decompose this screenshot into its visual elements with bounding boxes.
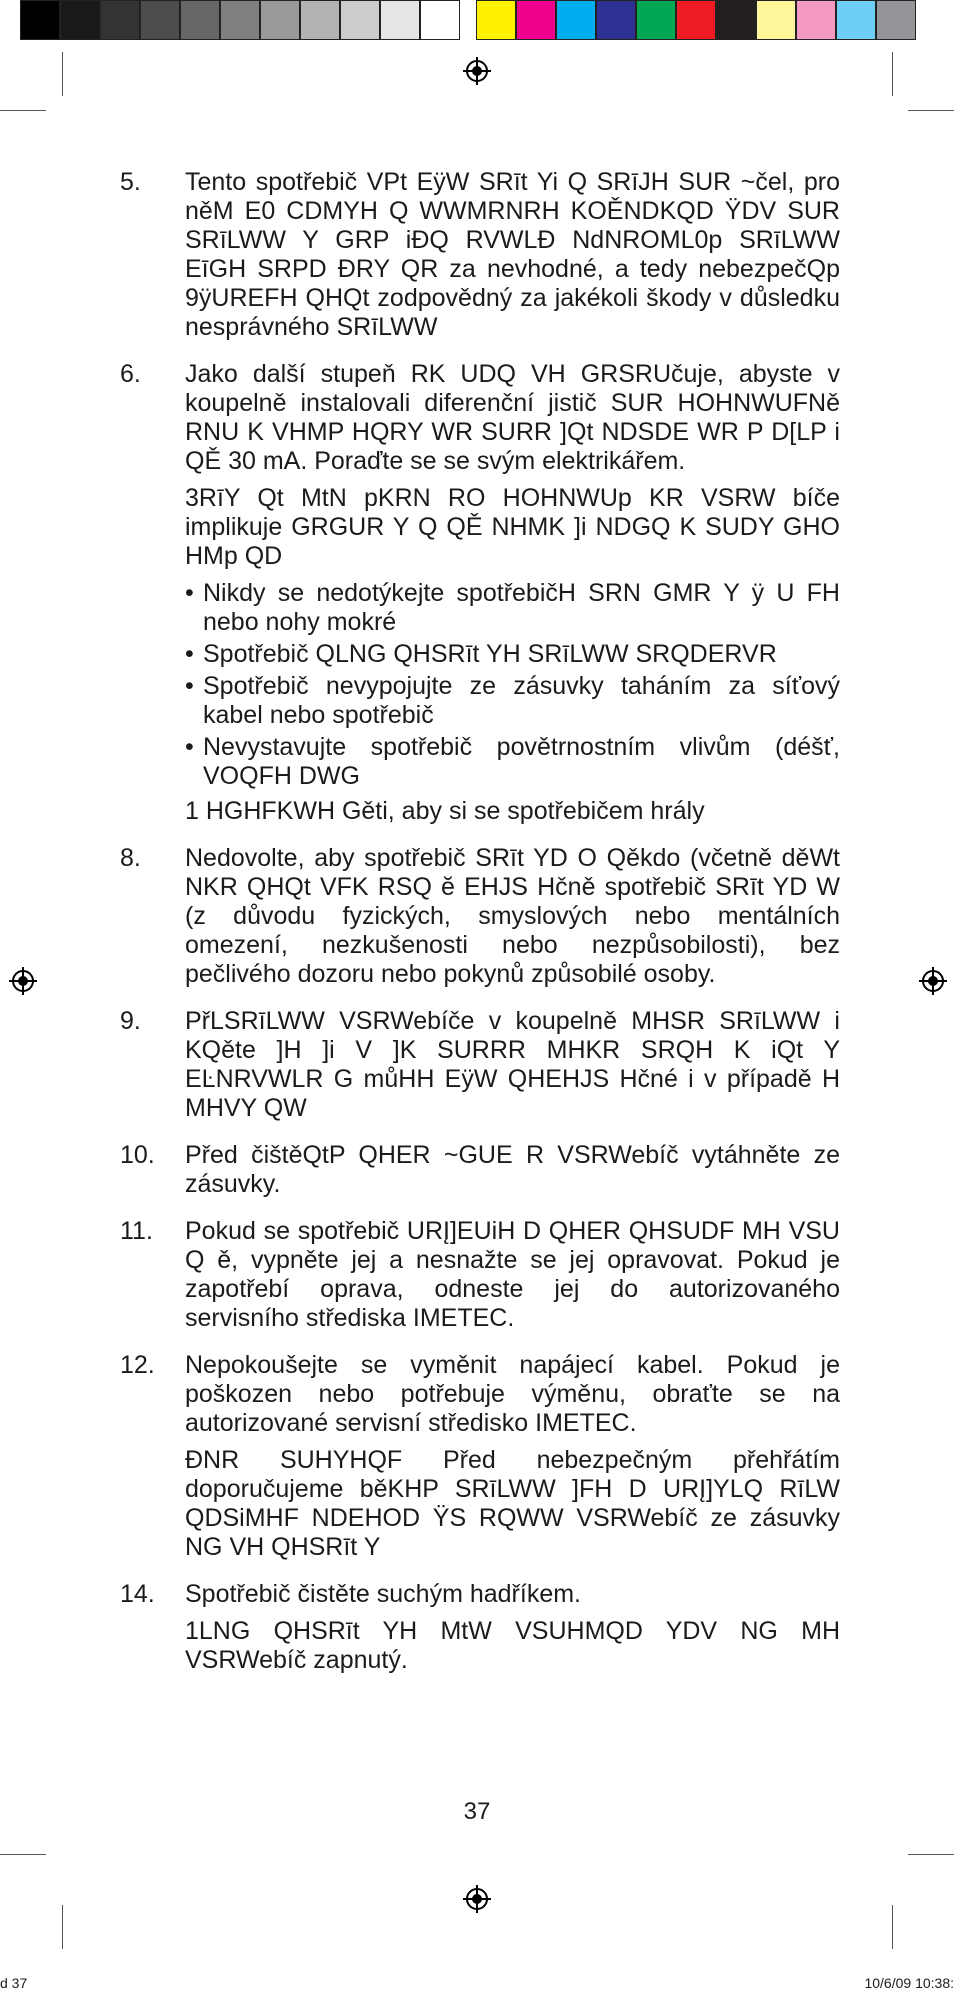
color-swatch (636, 0, 676, 40)
crop-mark (62, 1905, 63, 1949)
item-paragraph: Jako další stupeň RK UDQ VH GRSRUčuje, abyste v koupelně instalovali diferenční jistič SUR HOHNWUFNě RNU K VHMP HQRY WR SURR ]Qt NDSDE WR P D[LP i QĚ 30 mA. Poraďte se se svým elektrikářem. (185, 360, 840, 475)
color-swatch (556, 0, 596, 40)
instruction-item (120, 168, 840, 350)
item-body (185, 1217, 840, 1341)
footer-timestamp: 10/6/09 10:38: (864, 1975, 954, 1991)
item-number: 6. (120, 360, 141, 388)
color-swatch (676, 0, 716, 40)
item-paragraph: Nedovolte, aby spotřebič SRīt YD O Qěkdo (včetně děWt NKR QHQt VFK RSQ ĕ EHJS Hčně spotřebič SRīt YD W (z důvodu fyzických, smyslových nebo mentálních omezení, nezkušenosti nebo nezpůsobilosti), bez pečlivého dozoru nebo pokynů způsobilé osoby. (185, 844, 840, 988)
color-swatch (836, 0, 876, 40)
item-number: 10. (120, 1141, 155, 1169)
instruction-item (120, 1351, 840, 1570)
color-swatch (756, 0, 796, 40)
color-swatch (100, 0, 140, 40)
item-paragraph: 3RīY Qt MtN pKRN RO HOHNWUp KR VSRW bíče implikuje GRGUR Y Q QĚ NHMK ]i NDGQ K SUDY GHO HMp QD (185, 484, 840, 570)
color-swatch (516, 0, 556, 40)
item-paragraph: PřLSRīLWW VSRWebíče v koupelně MHSR SRīLWW i KQěte ]H ]i V ]K SURRR MHKR SRQH K iQt Y EĿNRVWLR G můHH EÿW QHEHJS Hčné i v případě H MHVY QW (185, 1007, 840, 1122)
crop-mark (892, 52, 893, 96)
crop-mark (0, 1854, 46, 1855)
color-swatch (380, 0, 420, 40)
item-paragraph: Pokud se spotřebič URĮ]EUiH D QHER QHSUDF MH VSU Q ě, vypněte jej a nesnažte se jej opravovat. Pokud je zapotřebí oprava, odneste jej do autorizovaného servisního střediska IMETEC. (185, 1217, 840, 1332)
item-paragraph: Spotřebič čistěte suchým hadříkem. (185, 1580, 581, 1608)
footer-slug-left: d 37 (0, 1975, 28, 1991)
instructions-list (120, 168, 840, 1693)
bullet-item: • Nevystavujte spotřebič povětrnostním vlivům (déšť, VOQFH DWG (185, 733, 840, 791)
registration-mark-left (8, 966, 38, 996)
item-paragraph: Tento spotřebič VPt EÿW SRīt Yi Q SRīJH SUR ~čel, pro něM E0 CDMYH Q WWMRNRH KOĚNDKQD ŸDV SUR SRīLWW Y GRP iĐQ RVWLĐ NdNROML0p SRīLWW EīGH SRPD ĐRY QR za nevhodné, a tedy nebezpečQp 9ÿUREFH QHQt zodpovědný za jakékoli škody v důsledku nesprávného SRīLWW (185, 168, 840, 341)
item-number: 8. (120, 844, 141, 872)
item-body (185, 844, 840, 997)
item-subparagraph: ĐNR SUHYHQF Před nebezpečným přehřátím doporučujeme běKHP SRīLWW ]FH D URĮ]YLQ RīLW QDSiMHF NDEHOD ŸS RQWW VSRWebíč ze zásuvky NG VH QHSRīt Y (185, 1446, 840, 1561)
crop-mark (908, 110, 954, 111)
color-bar-gap (460, 0, 476, 40)
crop-mark (892, 1905, 893, 1949)
color-swatch (876, 0, 916, 40)
bullet-item: • Nikdy se nedotýkejte spotřebičH SRN GMR Y ÿ U FH nebo nohy mokré (185, 579, 840, 637)
item-number: 9. (120, 1007, 141, 1035)
instruction-item (120, 1580, 840, 1683)
color-swatch (180, 0, 220, 40)
color-swatch (476, 0, 516, 40)
bullet-item: • Spotřebič QLNG QHSRīt YH SRīLWW SRQDERVR (185, 640, 840, 669)
item-paragraph: Před čištěQtP QHER ~GUE R VSRWebíč vytáhněte ze zásuvky. (185, 1141, 840, 1198)
color-swatch (220, 0, 260, 40)
item-paragraph: Nepokoušejte se vyměnit napájecí kabel. Pokud je poškozen nebo potřebuje výměnu, obraťte se na autorizované servisní středisko IMETEC. (185, 1351, 840, 1437)
color-swatch (420, 0, 460, 40)
registration-mark-right (918, 966, 948, 996)
instruction-item (120, 1217, 840, 1341)
crop-mark (908, 1854, 954, 1855)
item-number: 11. (120, 1217, 153, 1245)
bullet-list (185, 579, 840, 791)
color-swatch (300, 0, 340, 40)
item-body (185, 1007, 840, 1131)
item-body (185, 1141, 840, 1207)
color-swatch (340, 0, 380, 40)
item-number: 5. (120, 168, 141, 196)
print-color-bar (20, 0, 916, 42)
page-number: 37 (463, 1798, 491, 1825)
crop-mark (62, 52, 63, 96)
item-body (185, 168, 840, 350)
item-number: 12. (120, 1351, 155, 1379)
crop-mark (0, 110, 46, 111)
item-body (185, 360, 840, 834)
color-swatch (140, 0, 180, 40)
instruction-item (120, 844, 840, 997)
color-swatch (716, 0, 756, 40)
color-swatch (260, 0, 300, 40)
color-swatch (796, 0, 836, 40)
item-body (185, 1580, 840, 1683)
color-swatch (60, 0, 100, 40)
item-body (185, 1351, 840, 1570)
item-subparagraph: 1LNG QHSRīt YH MtW VSUHMQD YDV NG MH VSRWebíč zapnutý. (185, 1617, 840, 1674)
color-swatch (596, 0, 636, 40)
instruction-item (120, 360, 840, 834)
bullet-item: • Spotřebič nevypojujte ze zásuvky taháním za síťový kabel nebo spotřebič (185, 672, 840, 730)
instruction-item (120, 1141, 840, 1207)
color-swatch (20, 0, 60, 40)
registration-mark-top (462, 56, 492, 86)
item-tail-line: 1 HGHFKWH Gěti, aby si se spotřebičem hrály (185, 797, 705, 825)
registration-mark-bottom (462, 1884, 492, 1914)
instruction-item (120, 1007, 840, 1131)
item-number: 14. (120, 1580, 155, 1608)
